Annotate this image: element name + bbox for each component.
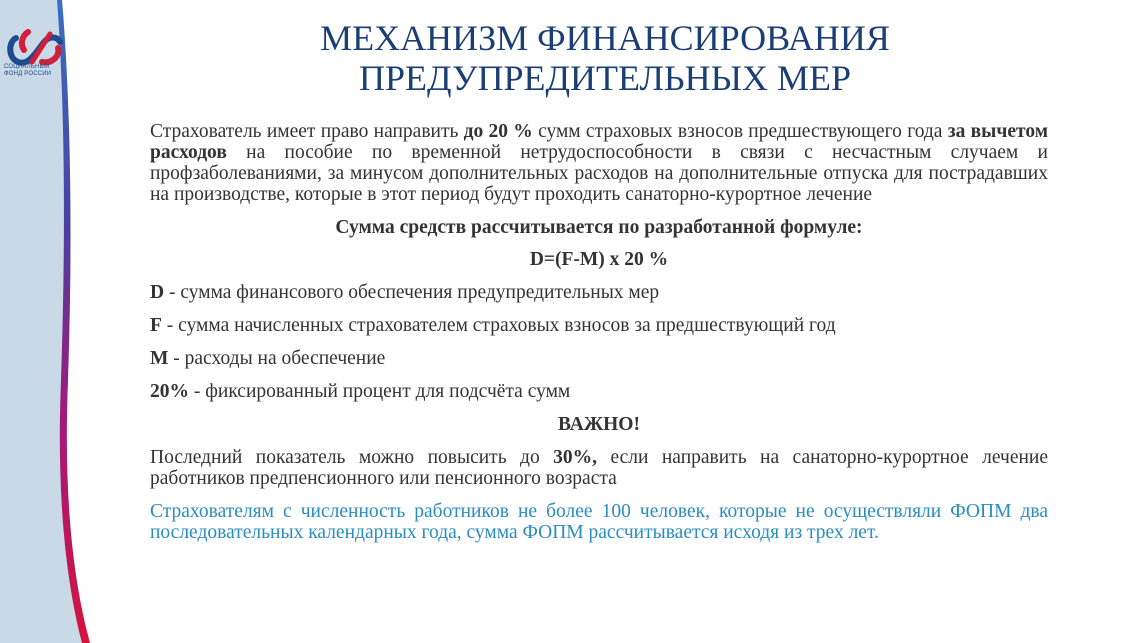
intro-bold-deduction: за вычетом расходов <box>150 121 1048 163</box>
intro-text-2: сумм страховых взносов предшествующего года <box>532 121 948 142</box>
definition-item <box>150 381 1048 402</box>
definition-term: D <box>150 282 165 303</box>
logo-caption <box>4 64 68 78</box>
logo-caption-line1: СОЦИАЛЬНЫЙ <box>4 64 50 70</box>
note-paragraph <box>150 447 1048 489</box>
note-text-2: если направить на санаторно-курортное лечение работников предпенсионного или пенсионного возраста <box>150 447 1049 489</box>
important-label: ВАЖНО! <box>558 414 640 435</box>
formula-heading: Сумма средств рассчитывается по разработанной формуле: <box>335 217 863 238</box>
definition-item <box>150 315 1048 336</box>
intro-text-1: Страхователь имеет право направить <box>150 121 464 142</box>
definition-text: - фиксированный процент для подсчёта сумм <box>189 381 571 402</box>
decorative-sidebar <box>0 0 100 643</box>
definition-item <box>150 348 1048 369</box>
sidebar-light-band <box>0 0 90 643</box>
definition-text: - сумма финансового обеспечения предупредительных мер <box>164 282 660 303</box>
definition-term: 20% <box>150 381 189 402</box>
intro-text-3: на пособие по временной нетрудоспособности в связи с несчастным случаем и профзаболеваниями, за минусом дополнительных расходов на дополнительные отпуска для пострадавших на производстве, которые в этот период будут проходить санаторно-курортное лечение <box>150 142 1048 205</box>
page-title-line2: ПРЕДУПРЕДИТЕЛЬНЫХ МЕР <box>358 58 852 98</box>
definition-term: F <box>150 315 162 336</box>
logo-caption-line2: ФОНД РОССИИ <box>4 71 52 77</box>
intro-paragraph <box>150 121 1048 205</box>
page-title <box>250 18 960 98</box>
intro-bold-percent: до 20 % <box>463 121 533 142</box>
small-employers-note: Страхователям с численность работников не более 100 человек, которые не осуществляли ФОПМ два последовательных календарных года, сумма ФОПМ рассчитывается исходя из трех лет. <box>150 501 1048 543</box>
note-text-1: Последний показатель можно повысить до <box>150 447 554 468</box>
page-title-line1: МЕХАНИЗМ ФИНАНСИРОВАНИЯ <box>320 18 890 58</box>
definition-item <box>150 282 1048 303</box>
definition-text: - сумма начисленных страхователем страховых взносов за предшествующий год <box>161 315 836 336</box>
slide-content <box>150 121 1048 543</box>
note-bold-percent: 30%, <box>553 447 598 468</box>
definition-term: M <box>150 348 169 369</box>
definition-text: - расходы на обеспечение <box>168 348 386 369</box>
formula: D=(F-M) х 20 % <box>529 249 669 270</box>
